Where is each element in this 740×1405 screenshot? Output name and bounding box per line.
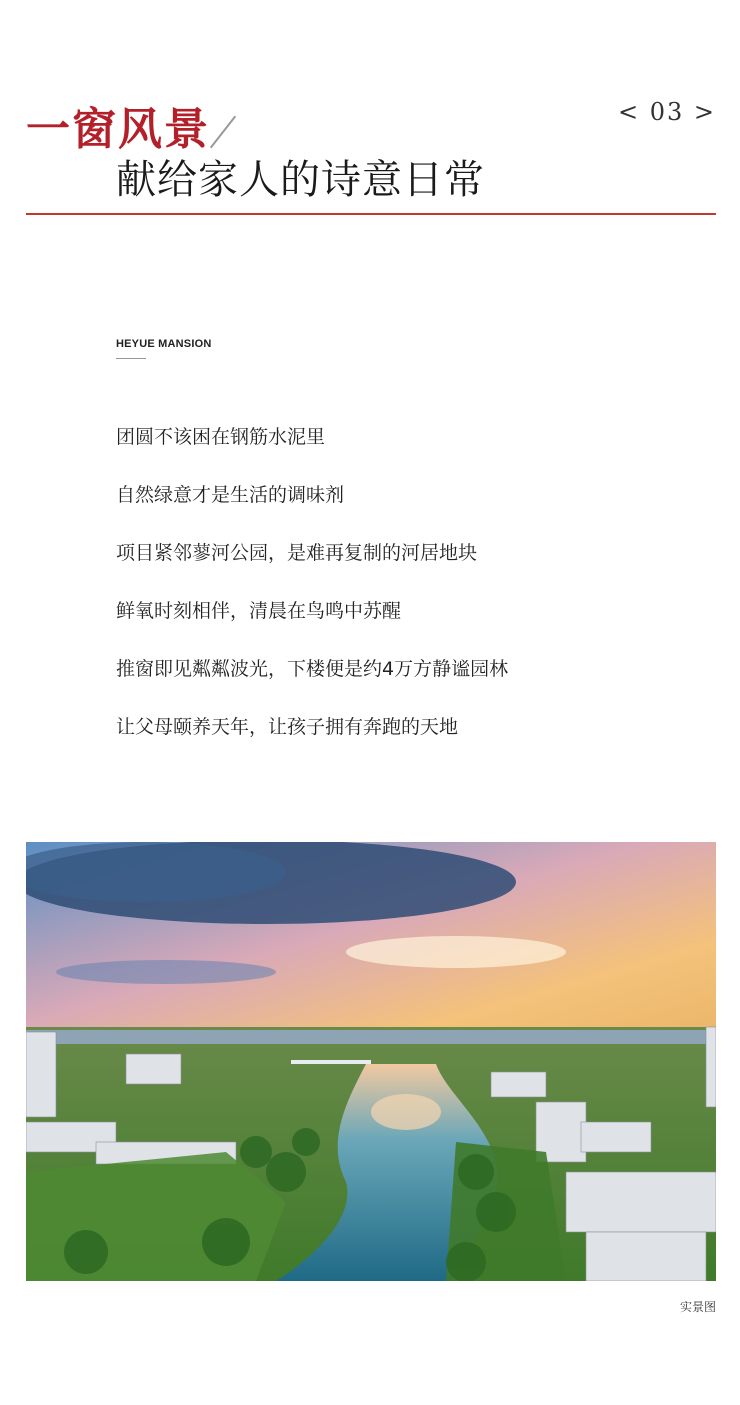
body-line: 项目紧邻蓼河公园，是难再复制的河居地块 xyxy=(116,542,478,564)
body-line: 自然绿意才是生活的调味剂 xyxy=(116,484,345,506)
body-line: 推窗即见粼粼波光，下楼便是约4万方静谧园林 xyxy=(116,658,509,680)
river-park-photo xyxy=(26,842,716,1281)
eyebrow-underline xyxy=(116,358,146,359)
section-eyebrow: HEYUE MANSION xyxy=(116,338,212,350)
title-divider-slash xyxy=(210,116,236,149)
body-line: 鲜氧时刻相伴，清晨在鸟鸣中苏醒 xyxy=(116,600,402,622)
body-line: 让父母颐养天年，让孩子拥有奔跑的天地 xyxy=(116,716,459,738)
page-title: 献给家人的诗意日常 xyxy=(116,157,485,203)
body-text xyxy=(116,422,508,770)
page-number: < 03 > xyxy=(617,98,716,126)
header-rule xyxy=(26,213,716,215)
body-line: 团圆不该困在钢筋水泥里 xyxy=(116,426,326,448)
photo-caption: 实景图 xyxy=(679,1300,716,1314)
title-accent: 一窗风景 xyxy=(26,104,210,155)
